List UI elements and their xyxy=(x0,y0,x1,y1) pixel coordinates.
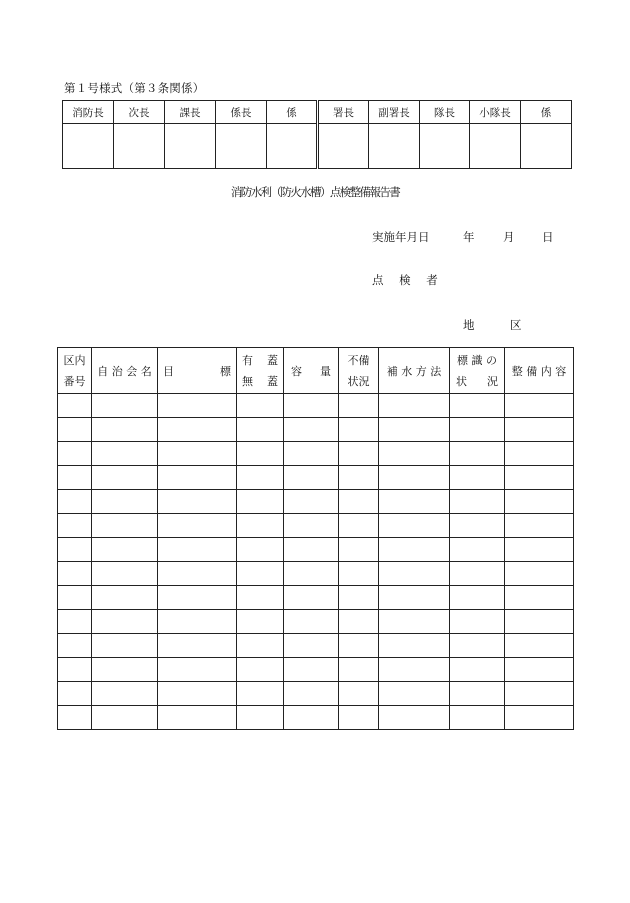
table-cell[interactable] xyxy=(339,490,379,514)
table-row xyxy=(58,394,574,418)
district-label-2: 区 xyxy=(510,318,522,332)
approval-label-station-chief: 署長 xyxy=(318,101,369,124)
table-cell[interactable] xyxy=(339,538,379,562)
table-cell[interactable] xyxy=(158,514,237,538)
table-row xyxy=(58,514,574,538)
table-row xyxy=(58,682,574,706)
approval-label-staff-2: 係 xyxy=(521,101,572,124)
approval-label-section-chief: 課長 xyxy=(165,101,216,124)
table-cell[interactable] xyxy=(237,610,284,634)
table-cell[interactable] xyxy=(379,514,450,538)
table-cell[interactable] xyxy=(450,490,505,514)
table-cell[interactable] xyxy=(237,514,284,538)
table-row xyxy=(58,418,574,442)
approval-stamp-table xyxy=(62,100,572,169)
header-neighborhood-association: 自 治 会 名 xyxy=(92,348,158,394)
table-cell[interactable] xyxy=(339,394,379,418)
table-cell[interactable] xyxy=(158,418,237,442)
stamp-box[interactable] xyxy=(63,124,114,169)
approval-label-captain: 隊長 xyxy=(420,101,470,124)
table-row xyxy=(58,586,574,610)
table-cell[interactable] xyxy=(237,586,284,610)
table-cell[interactable] xyxy=(284,514,339,538)
table-cell[interactable] xyxy=(237,466,284,490)
table-cell[interactable] xyxy=(505,610,574,634)
table-cell[interactable] xyxy=(339,682,379,706)
table-cell[interactable] xyxy=(450,418,505,442)
inspector-label: 点 検 者 xyxy=(372,273,444,287)
table-cell[interactable] xyxy=(379,538,450,562)
table-cell[interactable] xyxy=(339,658,379,682)
table-cell[interactable] xyxy=(58,634,92,658)
table-cell[interactable] xyxy=(339,634,379,658)
table-cell[interactable] xyxy=(450,586,505,610)
form-number-label: 第１号様式（第３条関係） xyxy=(64,81,205,95)
table-cell[interactable] xyxy=(237,394,284,418)
header-sign-status: 標 識 の 状 況 xyxy=(450,348,505,394)
header-lid-status: 有 蓋 無 蓋 xyxy=(237,348,284,394)
date-label: 実施年月日 xyxy=(372,230,430,244)
stamp-box[interactable] xyxy=(420,124,470,169)
table-cell[interactable] xyxy=(284,706,339,730)
table-cell[interactable] xyxy=(58,586,92,610)
table-cell[interactable] xyxy=(92,682,158,706)
table-cell[interactable] xyxy=(339,418,379,442)
table-cell[interactable] xyxy=(284,610,339,634)
document-title: 消防水利（防火水槽）点検整備報告書 xyxy=(230,185,400,199)
header-capacity: 容 量 xyxy=(284,348,339,394)
approval-label-chief: 消防長 xyxy=(63,101,114,124)
table-cell[interactable] xyxy=(379,562,450,586)
header-landmark: 目 標 xyxy=(158,348,237,394)
table-cell[interactable] xyxy=(58,466,92,490)
table-cell[interactable] xyxy=(92,634,158,658)
table-cell[interactable] xyxy=(450,634,505,658)
table-cell[interactable] xyxy=(92,586,158,610)
table-cell[interactable] xyxy=(505,634,574,658)
header-maintenance-details: 整 備 内 容 xyxy=(505,348,574,394)
table-cell[interactable] xyxy=(505,394,574,418)
table-cell[interactable] xyxy=(450,658,505,682)
table-cell[interactable] xyxy=(237,418,284,442)
table-cell[interactable] xyxy=(237,706,284,730)
stamp-box[interactable] xyxy=(318,124,369,169)
table-cell[interactable] xyxy=(58,490,92,514)
table-cell[interactable] xyxy=(58,706,92,730)
table-cell[interactable] xyxy=(92,706,158,730)
table-cell[interactable] xyxy=(505,466,574,490)
table-cell[interactable] xyxy=(284,682,339,706)
table-cell[interactable] xyxy=(92,418,158,442)
table-cell[interactable] xyxy=(158,394,237,418)
table-cell[interactable] xyxy=(505,490,574,514)
table-cell[interactable] xyxy=(505,658,574,682)
table-row xyxy=(58,538,574,562)
table-cell[interactable] xyxy=(92,538,158,562)
table-cell[interactable] xyxy=(339,514,379,538)
table-cell[interactable] xyxy=(450,394,505,418)
table-cell[interactable] xyxy=(92,490,158,514)
table-cell[interactable] xyxy=(92,466,158,490)
table-row xyxy=(58,610,574,634)
approval-label-staff: 係 xyxy=(267,101,318,124)
table-row xyxy=(58,658,574,682)
table-cell[interactable] xyxy=(158,562,237,586)
header-defect-status: 不備 状況 xyxy=(339,348,379,394)
table-cell[interactable] xyxy=(58,682,92,706)
table-cell[interactable] xyxy=(284,538,339,562)
table-cell[interactable] xyxy=(158,682,237,706)
table-row xyxy=(58,442,574,466)
table-cell[interactable] xyxy=(92,442,158,466)
table-cell[interactable] xyxy=(505,562,574,586)
table-cell[interactable] xyxy=(505,682,574,706)
table-cell[interactable] xyxy=(158,658,237,682)
table-cell[interactable] xyxy=(58,442,92,466)
table-cell[interactable] xyxy=(379,610,450,634)
table-cell[interactable] xyxy=(284,634,339,658)
table-cell[interactable] xyxy=(450,514,505,538)
table-cell[interactable] xyxy=(58,418,92,442)
table-cell[interactable] xyxy=(158,706,237,730)
table-cell[interactable] xyxy=(158,610,237,634)
table-cell[interactable] xyxy=(505,586,574,610)
table-cell[interactable] xyxy=(158,634,237,658)
table-cell[interactable] xyxy=(505,514,574,538)
table-cell[interactable] xyxy=(379,586,450,610)
table-cell[interactable] xyxy=(450,538,505,562)
table-cell[interactable] xyxy=(284,658,339,682)
table-cell[interactable] xyxy=(505,418,574,442)
table-row xyxy=(58,706,574,730)
date-month-label: 月 xyxy=(503,230,515,244)
table-cell[interactable] xyxy=(450,706,505,730)
table-cell[interactable] xyxy=(284,418,339,442)
table-cell[interactable] xyxy=(237,562,284,586)
stamp-box[interactable] xyxy=(216,124,267,169)
table-cell[interactable] xyxy=(284,586,339,610)
approval-label-deputy-chief: 次長 xyxy=(114,101,165,124)
table-cell[interactable] xyxy=(450,562,505,586)
table-cell[interactable] xyxy=(505,442,574,466)
table-cell[interactable] xyxy=(339,706,379,730)
table-cell[interactable] xyxy=(450,466,505,490)
table-cell[interactable] xyxy=(284,466,339,490)
table-cell[interactable] xyxy=(158,490,237,514)
date-year-label: 年 xyxy=(463,230,475,244)
table-cell[interactable] xyxy=(284,562,339,586)
implementation-date-row xyxy=(372,229,572,245)
table-cell[interactable] xyxy=(158,538,237,562)
table-cell[interactable] xyxy=(379,658,450,682)
table-cell[interactable] xyxy=(237,634,284,658)
stamp-box[interactable] xyxy=(470,124,521,169)
table-cell[interactable] xyxy=(379,634,450,658)
stamp-box[interactable] xyxy=(165,124,216,169)
table-cell[interactable] xyxy=(379,706,450,730)
table-cell[interactable] xyxy=(379,394,450,418)
table-cell[interactable] xyxy=(58,538,92,562)
table-cell[interactable] xyxy=(450,610,505,634)
district-label-1: 地 xyxy=(463,318,475,332)
approval-label-subsection-chief: 係長 xyxy=(216,101,267,124)
table-cell[interactable] xyxy=(92,394,158,418)
table-cell[interactable] xyxy=(237,658,284,682)
table-cell[interactable] xyxy=(379,682,450,706)
table-row xyxy=(58,466,574,490)
table-cell[interactable] xyxy=(237,538,284,562)
table-cell[interactable] xyxy=(379,418,450,442)
table-row xyxy=(58,490,574,514)
table-cell[interactable] xyxy=(92,562,158,586)
stamp-box[interactable] xyxy=(369,124,420,169)
table-row xyxy=(58,634,574,658)
table-cell[interactable] xyxy=(237,490,284,514)
stamp-box[interactable] xyxy=(267,124,318,169)
table-cell[interactable] xyxy=(450,682,505,706)
table-cell[interactable] xyxy=(92,514,158,538)
table-cell[interactable] xyxy=(58,394,92,418)
table-cell[interactable] xyxy=(58,562,92,586)
table-cell[interactable] xyxy=(379,442,450,466)
table-cell[interactable] xyxy=(158,466,237,490)
table-cell[interactable] xyxy=(58,658,92,682)
table-cell[interactable] xyxy=(158,586,237,610)
table-cell[interactable] xyxy=(339,442,379,466)
table-cell[interactable] xyxy=(92,658,158,682)
approval-label-squad-leader: 小隊長 xyxy=(470,101,521,124)
inspection-table xyxy=(57,347,574,730)
table-cell[interactable] xyxy=(58,610,92,634)
table-cell[interactable] xyxy=(450,442,505,466)
stamp-box[interactable] xyxy=(114,124,165,169)
table-cell[interactable] xyxy=(339,562,379,586)
table-cell[interactable] xyxy=(505,706,574,730)
table-cell[interactable] xyxy=(339,610,379,634)
table-cell[interactable] xyxy=(284,394,339,418)
date-day-label: 日 xyxy=(542,230,554,244)
table-cell[interactable] xyxy=(339,586,379,610)
table-cell[interactable] xyxy=(158,442,237,466)
stamp-box[interactable] xyxy=(521,124,572,169)
approval-label-deputy-station-chief: 副署長 xyxy=(369,101,420,124)
header-refill-method: 補 水 方 法 xyxy=(379,348,450,394)
table-cell[interactable] xyxy=(284,442,339,466)
table-cell[interactable] xyxy=(237,682,284,706)
table-cell[interactable] xyxy=(505,538,574,562)
table-row xyxy=(58,562,574,586)
table-cell[interactable] xyxy=(379,490,450,514)
table-header-row xyxy=(58,348,574,394)
table-cell[interactable] xyxy=(379,466,450,490)
table-cell[interactable] xyxy=(92,610,158,634)
table-cell[interactable] xyxy=(58,514,92,538)
table-cell[interactable] xyxy=(339,466,379,490)
table-cell[interactable] xyxy=(237,442,284,466)
table-cell[interactable] xyxy=(284,490,339,514)
header-district-number: 区内 番号 xyxy=(58,348,92,394)
